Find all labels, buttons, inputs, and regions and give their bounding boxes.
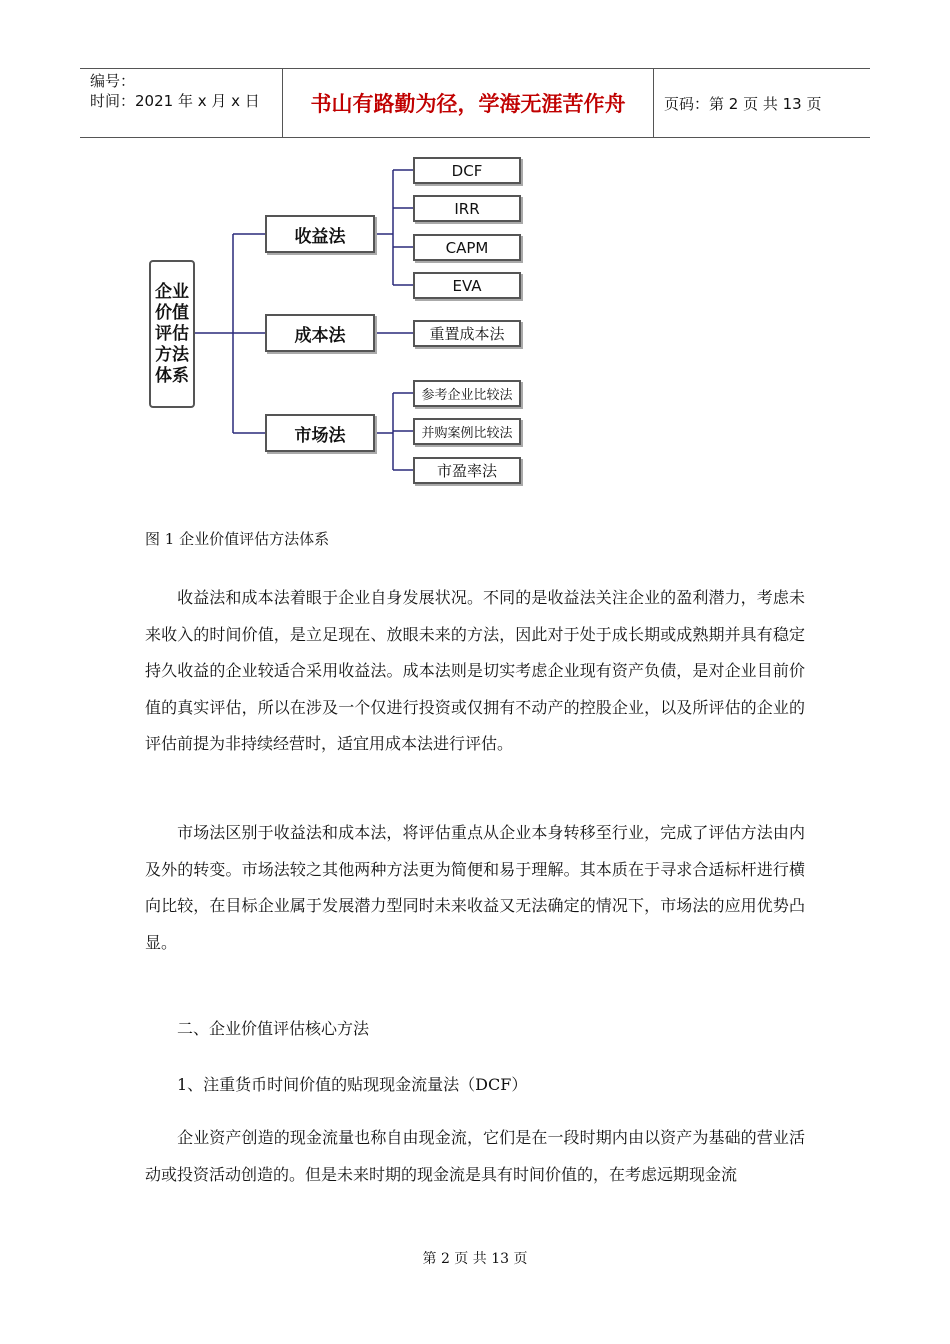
- paragraph-text: 企业资产创造的现金流量也称自由现金流，它们是在一段时期内由以资产为基础的营业活动或投资活动创造的。但是未来时期的现金流是具有时间价值的，在考虑远期现金流: [145, 1128, 805, 1184]
- page-footer: 第 2 页 共 13 页: [422, 1251, 528, 1267]
- paragraph: [145, 815, 805, 961]
- leaf-node: CAPM: [413, 234, 521, 261]
- root-line: 方法: [155, 344, 189, 365]
- time-label: 时间：2021 年 x 月 x 日: [90, 92, 260, 110]
- root-node: [149, 260, 195, 408]
- leaf-node: EVA: [413, 272, 521, 299]
- subsection-heading: 1、注重货币时间价值的贴现现金流量法（DCF）: [177, 1075, 528, 1094]
- root-line: 体系: [155, 365, 189, 386]
- paragraph: [145, 580, 805, 763]
- header-meta: [80, 69, 280, 137]
- paragraph-text: 市场法区别于收益法和成本法，将评估重点从企业本身转移至行业，完成了评估方法由内及外的转变。市场法较之其他两种方法更为简便和易于理解。其本质在于寻求合适标杆进行横向比较，在目标企业属于发展潜力型同时未来收益又无法确定的情况下，市场法的应用优势凸显。: [145, 823, 805, 952]
- figure-caption: 图 1 企业价值评估方法体系: [145, 530, 330, 548]
- branch-cost: 成本法: [265, 314, 375, 352]
- page-header: [80, 68, 870, 138]
- leaf-node: 参考企业比较法: [413, 380, 521, 407]
- leaf-node: DCF: [413, 157, 521, 184]
- leaf-node: 重置成本法: [413, 320, 521, 347]
- header-page-info: 页码：第 2 页 共 13 页: [664, 94, 822, 113]
- leaf-node: 并购案例比较法: [413, 418, 521, 445]
- root-line: 评估: [155, 323, 189, 344]
- number-label: 编号：: [90, 72, 136, 90]
- leaf-node: IRR: [413, 195, 521, 222]
- root-line: 价值: [155, 302, 189, 323]
- paragraph: [145, 1120, 805, 1193]
- root-line: 企业: [155, 281, 189, 302]
- branch-market: 市场法: [265, 414, 375, 452]
- branch-income: 收益法: [265, 215, 375, 253]
- paragraph-text: 收益法和成本法着眼于企业自身发展状况。不同的是收益法关注企业的盈利潜力，考虑未来收入的时间价值，是立足现在、放眼未来的方法，因此对于处于成长期或成熟期并具有稳定持久收益的企业较适合采用收益法。成本法则是切实考虑企业现有资产负债，是对企业目前价值的真实评估，所以在涉及一个仅进行投资或仅拥有不动产的控股企业，以及所评估的企业的评估前提为非持续经营时，适宜用成本法进行评估。: [145, 588, 805, 753]
- header-motto: 书山有路勤为径，学海无涯苦作舟: [282, 69, 654, 137]
- leaf-node: 市盈率法: [413, 457, 521, 484]
- method-system-diagram: [140, 150, 540, 495]
- section-heading: 二、企业价值评估核心方法: [177, 1019, 370, 1038]
